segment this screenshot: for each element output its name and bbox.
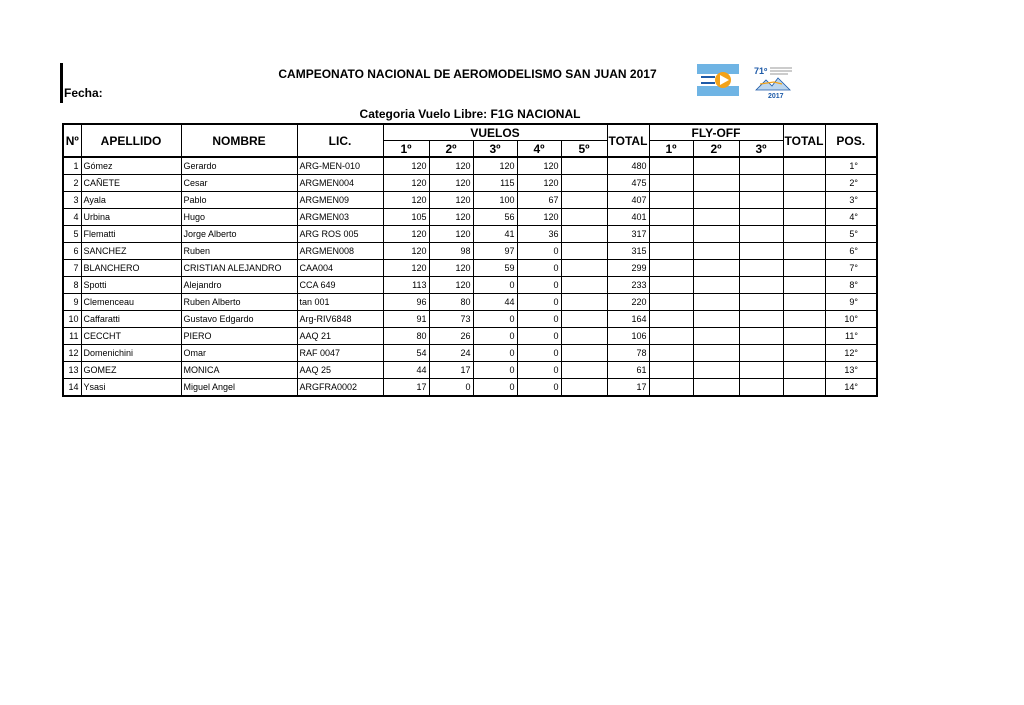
vuelo-1-cell: 113 xyxy=(383,277,429,294)
flyoff-1-cell xyxy=(649,294,693,311)
vuelo-5-cell xyxy=(561,175,607,192)
flyoff-3-cell xyxy=(739,362,783,379)
col-header-vuelo-3: 3º xyxy=(473,141,517,158)
table-row xyxy=(63,277,877,294)
lic-cell: ARG ROS 005 xyxy=(297,226,383,243)
nombre-cell: Pablo xyxy=(181,192,297,209)
vuelo-5-cell xyxy=(561,294,607,311)
vuelo-2-cell: 26 xyxy=(429,328,473,345)
flyoff-2-cell xyxy=(693,294,739,311)
row-number: 7 xyxy=(63,260,81,277)
total-cell: 61 xyxy=(607,362,649,379)
flyoff-3-cell xyxy=(739,157,783,175)
table-row xyxy=(63,209,877,226)
flyoff-2-cell xyxy=(693,209,739,226)
vuelo-2-cell: 73 xyxy=(429,311,473,328)
nombre-cell: PIERO xyxy=(181,328,297,345)
col-header-total-flyoff: TOTAL xyxy=(783,124,825,157)
vuelo-3-cell: 56 xyxy=(473,209,517,226)
flyoff-total-cell xyxy=(783,362,825,379)
total-cell: 315 xyxy=(607,243,649,260)
lic-cell: AAQ 25 xyxy=(297,362,383,379)
vuelo-1-cell: 91 xyxy=(383,311,429,328)
flag-logo xyxy=(697,64,739,96)
pos-cell: 1° xyxy=(825,157,877,175)
vuelo-4-cell: 120 xyxy=(517,175,561,192)
vuelo-4-cell: 0 xyxy=(517,277,561,294)
results-table xyxy=(62,123,878,397)
table-row xyxy=(63,243,877,260)
col-header-vuelo-1: 1º xyxy=(383,141,429,158)
vuelo-4-cell: 67 xyxy=(517,192,561,209)
total-cell: 480 xyxy=(607,157,649,175)
col-header-vuelos: VUELOS xyxy=(383,124,607,141)
logo-number: 71º xyxy=(754,66,768,76)
flyoff-1-cell xyxy=(649,192,693,209)
vuelo-2-cell: 120 xyxy=(429,260,473,277)
lic-cell: RAF 0047 xyxy=(297,345,383,362)
pos-cell: 6° xyxy=(825,243,877,260)
vuelo-1-cell: 120 xyxy=(383,157,429,175)
vuelo-1-cell: 96 xyxy=(383,294,429,311)
nombre-cell: CRISTIAN ALEJANDRO xyxy=(181,260,297,277)
flyoff-3-cell xyxy=(739,379,783,397)
vuelo-3-cell: 115 xyxy=(473,175,517,192)
col-header-flyoff: FLY-OFF xyxy=(649,124,783,141)
vuelo-2-cell: 120 xyxy=(429,277,473,294)
vuelo-1-cell: 44 xyxy=(383,362,429,379)
col-header-apellido: APELLIDO xyxy=(81,124,181,157)
row-number: 8 xyxy=(63,277,81,294)
vuelo-5-cell xyxy=(561,277,607,294)
flyoff-total-cell xyxy=(783,345,825,362)
pos-cell: 3° xyxy=(825,192,877,209)
flyoff-3-cell xyxy=(739,226,783,243)
table-row xyxy=(63,379,877,397)
vuelo-4-cell: 0 xyxy=(517,345,561,362)
table-row xyxy=(63,175,877,192)
vuelo-1-cell: 120 xyxy=(383,175,429,192)
flyoff-1-cell xyxy=(649,345,693,362)
logo-year: 2017 xyxy=(768,93,784,100)
row-number: 4 xyxy=(63,209,81,226)
vuelo-3-cell: 41 xyxy=(473,226,517,243)
total-cell: 401 xyxy=(607,209,649,226)
flyoff-2-cell xyxy=(693,175,739,192)
pos-cell: 4° xyxy=(825,209,877,226)
vuelo-3-cell: 0 xyxy=(473,311,517,328)
apellido-cell: CECCHT xyxy=(81,328,181,345)
flyoff-2-cell xyxy=(693,345,739,362)
vuelo-2-cell: 98 xyxy=(429,243,473,260)
flyoff-total-cell xyxy=(783,157,825,175)
row-number: 11 xyxy=(63,328,81,345)
lic-cell: tan 001 xyxy=(297,294,383,311)
vuelo-1-cell: 80 xyxy=(383,328,429,345)
apellido-cell: BLANCHERO xyxy=(81,260,181,277)
flyoff-2-cell xyxy=(693,157,739,175)
row-number: 9 xyxy=(63,294,81,311)
col-header-flyoff-1: 1º xyxy=(649,141,693,158)
row-number: 5 xyxy=(63,226,81,243)
lic-cell: ARGMEN03 xyxy=(297,209,383,226)
flyoff-total-cell xyxy=(783,328,825,345)
vuelo-1-cell: 120 xyxy=(383,226,429,243)
total-cell: 317 xyxy=(607,226,649,243)
vuelo-2-cell: 24 xyxy=(429,345,473,362)
nombre-cell: Omar xyxy=(181,345,297,362)
vuelo-5-cell xyxy=(561,328,607,345)
vuelo-1-cell: 120 xyxy=(383,243,429,260)
flyoff-1-cell xyxy=(649,175,693,192)
col-header-num: Nº xyxy=(63,124,81,157)
total-cell: 299 xyxy=(607,260,649,277)
vuelo-1-cell: 54 xyxy=(383,345,429,362)
vuelo-5-cell xyxy=(561,345,607,362)
nombre-cell: Hugo xyxy=(181,209,297,226)
flyoff-total-cell xyxy=(783,175,825,192)
row-number: 3 xyxy=(63,192,81,209)
vuelo-3-cell: 97 xyxy=(473,243,517,260)
flyoff-total-cell xyxy=(783,243,825,260)
vuelo-3-cell: 0 xyxy=(473,345,517,362)
nombre-cell: Miguel Angel xyxy=(181,379,297,397)
col-header-pos: POS. xyxy=(825,124,877,157)
apellido-cell: Domenichini xyxy=(81,345,181,362)
flyoff-1-cell xyxy=(649,277,693,294)
pos-cell: 7° xyxy=(825,260,877,277)
table-row xyxy=(63,328,877,345)
pos-cell: 9° xyxy=(825,294,877,311)
flyoff-3-cell xyxy=(739,328,783,345)
apellido-cell: Flematti xyxy=(81,226,181,243)
flyoff-total-cell xyxy=(783,311,825,328)
flyoff-1-cell xyxy=(649,209,693,226)
vuelo-3-cell: 0 xyxy=(473,277,517,294)
flyoff-2-cell xyxy=(693,311,739,328)
left-margin-bar xyxy=(60,63,63,103)
vuelo-2-cell: 120 xyxy=(429,192,473,209)
total-cell: 220 xyxy=(607,294,649,311)
flyoff-total-cell xyxy=(783,277,825,294)
vuelo-4-cell: 120 xyxy=(517,209,561,226)
flyoff-2-cell xyxy=(693,379,739,397)
col-header-vuelo-5: 5º xyxy=(561,141,607,158)
apellido-cell: Ysasi xyxy=(81,379,181,397)
vuelo-4-cell: 0 xyxy=(517,311,561,328)
vuelo-1-cell: 105 xyxy=(383,209,429,226)
lic-cell: AAQ 21 xyxy=(297,328,383,345)
apellido-cell: SANCHEZ xyxy=(81,243,181,260)
table-row xyxy=(63,294,877,311)
nombre-cell: Ruben xyxy=(181,243,297,260)
vuelo-3-cell: 44 xyxy=(473,294,517,311)
vuelo-5-cell xyxy=(561,379,607,397)
flyoff-total-cell xyxy=(783,379,825,397)
pos-cell: 12° xyxy=(825,345,877,362)
vuelo-2-cell: 0 xyxy=(429,379,473,397)
vuelo-4-cell: 0 xyxy=(517,362,561,379)
pos-cell: 8° xyxy=(825,277,877,294)
vuelo-5-cell xyxy=(561,226,607,243)
pos-cell: 2° xyxy=(825,175,877,192)
flyoff-2-cell xyxy=(693,362,739,379)
apellido-cell: Caffaratti xyxy=(81,311,181,328)
flyoff-3-cell xyxy=(739,260,783,277)
vuelo-2-cell: 120 xyxy=(429,175,473,192)
flyoff-3-cell xyxy=(739,175,783,192)
flyoff-1-cell xyxy=(649,226,693,243)
vuelo-4-cell: 36 xyxy=(517,226,561,243)
pos-cell: 11° xyxy=(825,328,877,345)
flyoff-2-cell xyxy=(693,243,739,260)
championship-logo xyxy=(752,64,794,100)
category-title: Categoria Vuelo Libre: F1G NACIONAL xyxy=(359,107,581,121)
col-header-vuelo-4: 4º xyxy=(517,141,561,158)
col-header-nombre: NOMBRE xyxy=(181,124,297,157)
lic-cell: ARGMEN004 xyxy=(297,175,383,192)
pos-cell: 10° xyxy=(825,311,877,328)
vuelo-5-cell xyxy=(561,260,607,277)
vuelo-2-cell: 120 xyxy=(429,226,473,243)
vuelo-1-cell: 120 xyxy=(383,260,429,277)
vuelo-2-cell: 17 xyxy=(429,362,473,379)
row-number: 1 xyxy=(63,157,81,175)
flyoff-3-cell xyxy=(739,243,783,260)
total-cell: 407 xyxy=(607,192,649,209)
apellido-cell: GOMEZ xyxy=(81,362,181,379)
vuelo-4-cell: 0 xyxy=(517,243,561,260)
flyoff-1-cell xyxy=(649,260,693,277)
page-title: CAMPEONATO NACIONAL DE AEROMODELISMO SAN JUAN 2017 xyxy=(278,67,657,81)
nombre-cell: Gustavo Edgardo xyxy=(181,311,297,328)
total-cell: 233 xyxy=(607,277,649,294)
vuelo-3-cell: 120 xyxy=(473,157,517,175)
flyoff-1-cell xyxy=(649,311,693,328)
vuelo-3-cell: 0 xyxy=(473,362,517,379)
lic-cell: ARGFRA0002 xyxy=(297,379,383,397)
apellido-cell: Clemenceau xyxy=(81,294,181,311)
row-number: 13 xyxy=(63,362,81,379)
table-row xyxy=(63,311,877,328)
table-row xyxy=(63,192,877,209)
col-header-lic: LIC. xyxy=(297,124,383,157)
flyoff-1-cell xyxy=(649,362,693,379)
vuelo-5-cell xyxy=(561,209,607,226)
vuelo-3-cell: 0 xyxy=(473,379,517,397)
lic-cell: CCA 649 xyxy=(297,277,383,294)
flyoff-3-cell xyxy=(739,345,783,362)
row-number: 10 xyxy=(63,311,81,328)
flyoff-2-cell xyxy=(693,260,739,277)
vuelo-2-cell: 120 xyxy=(429,157,473,175)
total-cell: 78 xyxy=(607,345,649,362)
pos-cell: 13° xyxy=(825,362,877,379)
total-cell: 17 xyxy=(607,379,649,397)
flyoff-total-cell xyxy=(783,192,825,209)
col-header-total: TOTAL xyxy=(607,124,649,157)
nombre-cell: MONICA xyxy=(181,362,297,379)
flyoff-2-cell xyxy=(693,277,739,294)
row-number: 12 xyxy=(63,345,81,362)
flyoff-2-cell xyxy=(693,328,739,345)
vuelo-5-cell xyxy=(561,243,607,260)
vuelo-5-cell xyxy=(561,192,607,209)
flyoff-1-cell xyxy=(649,328,693,345)
fecha-label: Fecha: xyxy=(64,86,103,100)
flyoff-3-cell xyxy=(739,277,783,294)
apellido-cell: Ayala xyxy=(81,192,181,209)
apellido-cell: Urbina xyxy=(81,209,181,226)
apellido-cell: Gómez xyxy=(81,157,181,175)
lic-cell: CAA004 xyxy=(297,260,383,277)
nombre-cell: Ruben Alberto xyxy=(181,294,297,311)
vuelo-4-cell: 0 xyxy=(517,260,561,277)
col-header-flyoff-2: 2º xyxy=(693,141,739,158)
total-cell: 475 xyxy=(607,175,649,192)
flyoff-total-cell xyxy=(783,260,825,277)
apellido-cell: CAÑETE xyxy=(81,175,181,192)
table-row xyxy=(63,157,877,175)
flyoff-3-cell xyxy=(739,311,783,328)
flyoff-3-cell xyxy=(739,209,783,226)
vuelo-5-cell xyxy=(561,157,607,175)
flyoff-1-cell xyxy=(649,157,693,175)
vuelo-5-cell xyxy=(561,362,607,379)
row-number: 14 xyxy=(63,379,81,397)
flyoff-1-cell xyxy=(649,379,693,397)
nombre-cell: Cesar xyxy=(181,175,297,192)
table-row xyxy=(63,226,877,243)
vuelo-2-cell: 80 xyxy=(429,294,473,311)
total-cell: 106 xyxy=(607,328,649,345)
flyoff-2-cell xyxy=(693,226,739,243)
nombre-cell: Gerardo xyxy=(181,157,297,175)
flyoff-1-cell xyxy=(649,243,693,260)
pos-cell: 5° xyxy=(825,226,877,243)
lic-cell: Arg-RIV6848 xyxy=(297,311,383,328)
vuelo-2-cell: 120 xyxy=(429,209,473,226)
vuelo-1-cell: 120 xyxy=(383,192,429,209)
flyoff-total-cell xyxy=(783,294,825,311)
vuelo-1-cell: 17 xyxy=(383,379,429,397)
table-row xyxy=(63,345,877,362)
table-row xyxy=(63,362,877,379)
vuelo-3-cell: 100 xyxy=(473,192,517,209)
nombre-cell: Jorge Alberto xyxy=(181,226,297,243)
lic-cell: ARGMEN008 xyxy=(297,243,383,260)
flyoff-3-cell xyxy=(739,192,783,209)
total-cell: 164 xyxy=(607,311,649,328)
col-header-vuelo-2: 2º xyxy=(429,141,473,158)
apellido-cell: Spotti xyxy=(81,277,181,294)
table-row xyxy=(63,260,877,277)
lic-cell: ARGMEN09 xyxy=(297,192,383,209)
nombre-cell: Alejandro xyxy=(181,277,297,294)
flyoff-total-cell xyxy=(783,226,825,243)
vuelo-4-cell: 0 xyxy=(517,328,561,345)
vuelo-3-cell: 0 xyxy=(473,328,517,345)
lic-cell: ARG-MEN-010 xyxy=(297,157,383,175)
vuelo-5-cell xyxy=(561,311,607,328)
row-number: 6 xyxy=(63,243,81,260)
vuelo-4-cell: 120 xyxy=(517,157,561,175)
vuelo-3-cell: 59 xyxy=(473,260,517,277)
vuelo-4-cell: 0 xyxy=(517,294,561,311)
pos-cell: 14° xyxy=(825,379,877,397)
flyoff-total-cell xyxy=(783,209,825,226)
col-header-flyoff-3: 3º xyxy=(739,141,783,158)
row-number: 2 xyxy=(63,175,81,192)
vuelo-4-cell: 0 xyxy=(517,379,561,397)
flyoff-2-cell xyxy=(693,192,739,209)
flyoff-3-cell xyxy=(739,294,783,311)
